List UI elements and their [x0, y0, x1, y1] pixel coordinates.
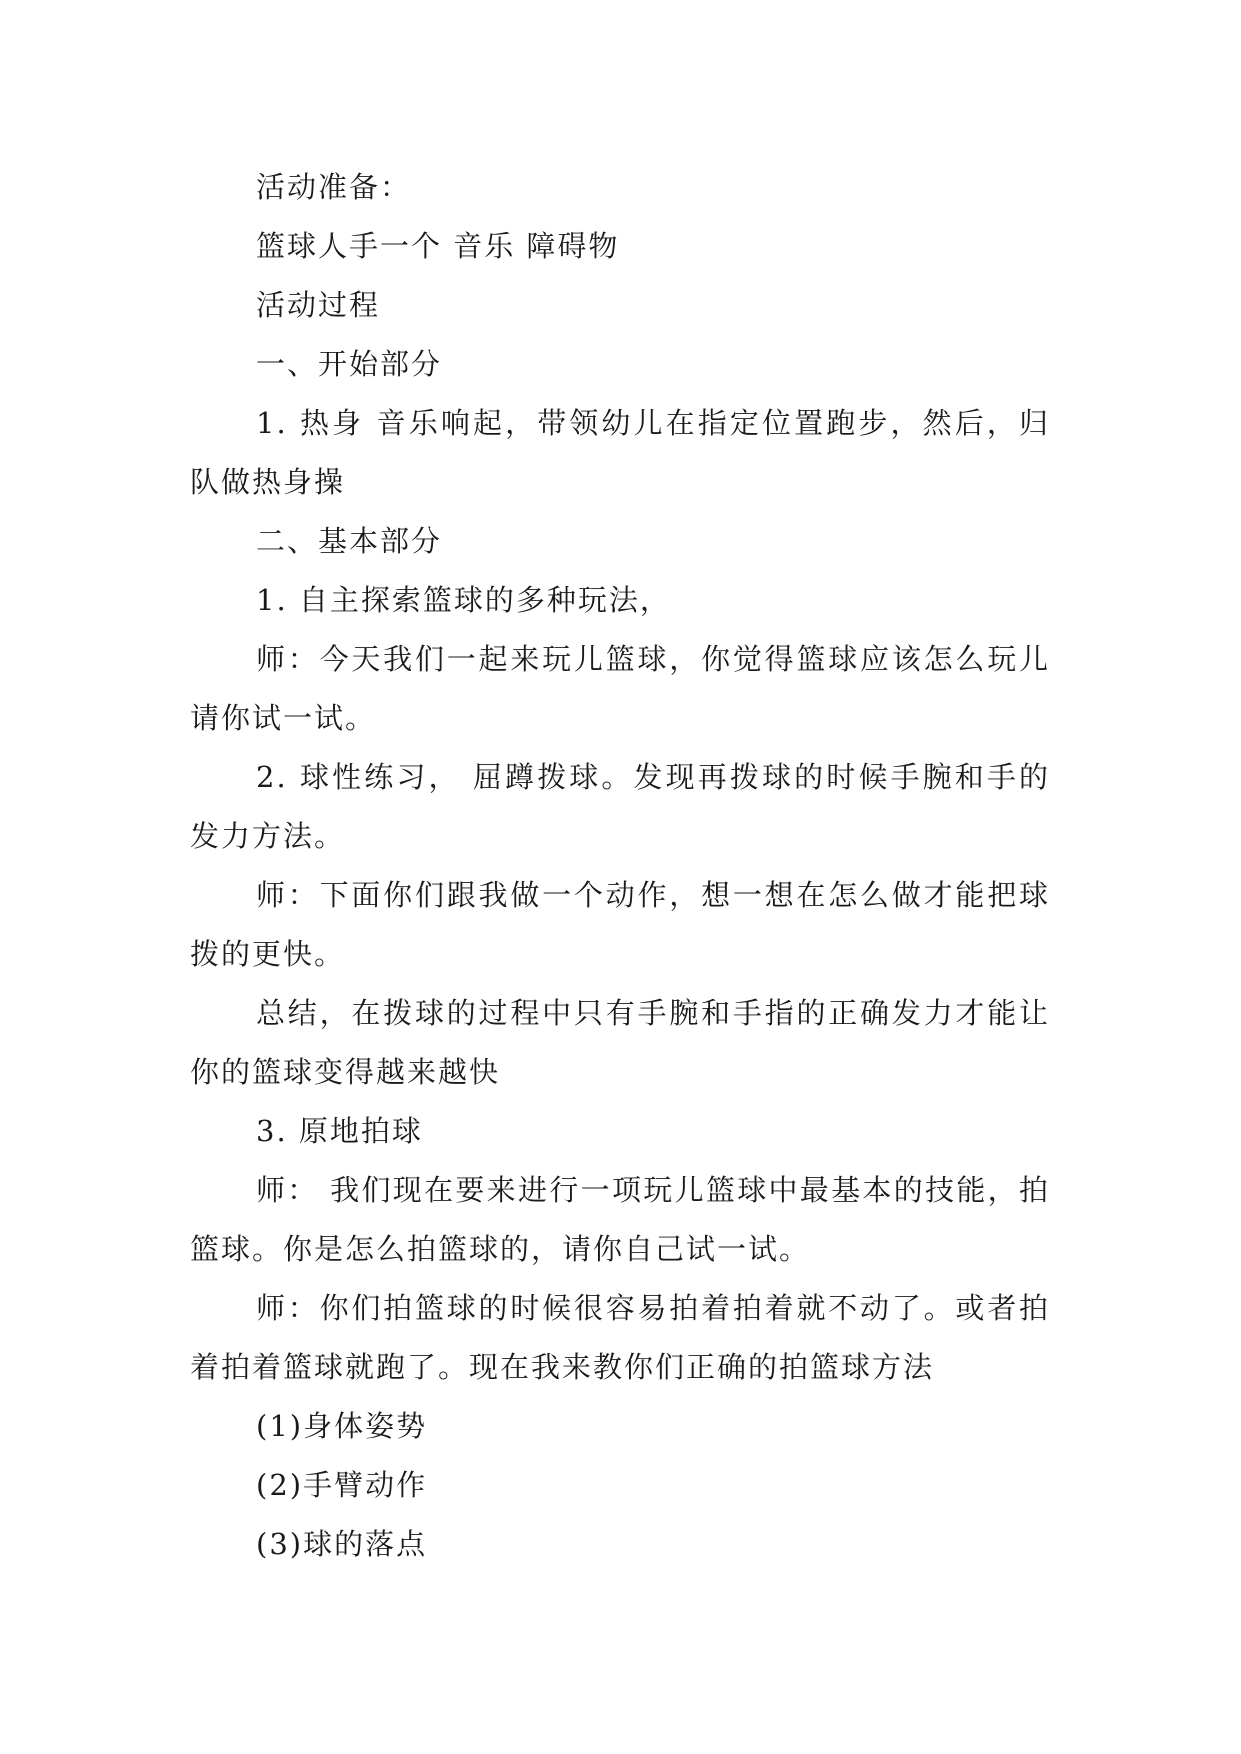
summary-paragraph: 总结，在拨球的过程中只有手腕和手指的正确发力才能让你的篮球变得越来越快 — [190, 996, 1050, 1089]
list-item-ball-landing: (3)球的落点 — [256, 1527, 428, 1561]
teacher-line-2: 师：下面你们跟我做一个动作，想一想在怎么做才能把球拨的更快。 — [190, 878, 1050, 971]
teacher-line-1: 师：今天我们一起来玩儿篮球，你觉得篮球应该怎么玩儿请你试一试。 — [190, 642, 1050, 735]
list-item-arm-action: (2)手臂动作 — [256, 1468, 428, 1502]
teacher-line-4: 师：你们拍篮球的时候很容易拍着拍着就不动了。或者拍着拍着篮球就跑了。现在我来教你们正确的拍篮球方法 — [190, 1291, 1050, 1384]
preparation-materials: 篮球人手一个 音乐 障碍物 — [256, 229, 620, 263]
step-dribble: 3. 原地拍球 — [256, 1114, 423, 1148]
heading-activity-process: 活动过程 — [256, 288, 381, 322]
section-heading-basic: 二、基本部分 — [256, 524, 443, 558]
step-explore: 1. 自主探索篮球的多种玩法， — [256, 583, 671, 617]
section-heading-opening: 一、开始部分 — [256, 347, 443, 381]
step-ball-practice: 2. 球性练习， 屈蹲拨球。发现再拨球的时候手腕和手的发力方法。 — [190, 760, 1050, 853]
heading-activity-preparation: 活动准备： — [256, 170, 412, 204]
list-item-body-posture: (1)身体姿势 — [256, 1409, 428, 1443]
document-body — [190, 158, 1050, 1574]
step-warmup: 1. 热身 音乐响起，带领幼儿在指定位置跑步，然后，归队做热身操 — [190, 406, 1050, 499]
teacher-line-3: 师： 我们现在要来进行一项玩儿篮球中最基本的技能，拍篮球。你是怎么拍篮球的，请你自己试一试。 — [190, 1173, 1050, 1266]
